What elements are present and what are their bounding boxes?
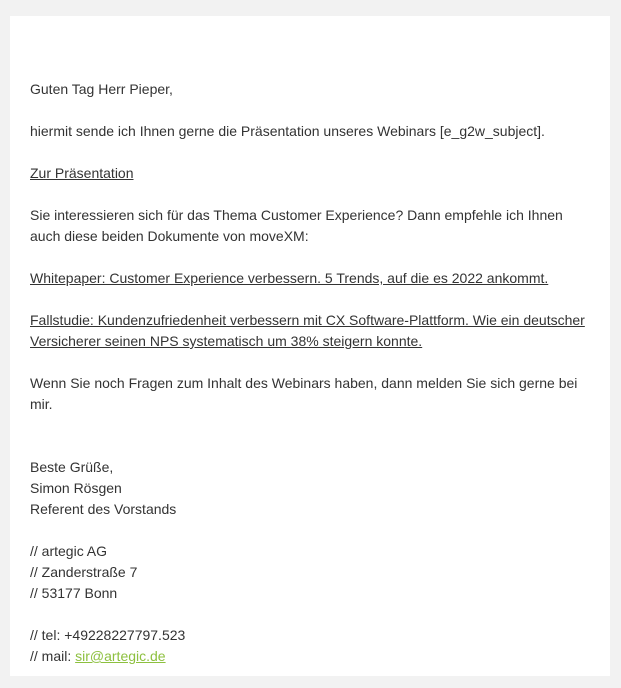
phone-number: // tel: +49228227797.523 [30, 627, 186, 643]
email-body [30, 79, 595, 688]
street-address: // Zanderstraße 7 [30, 564, 138, 580]
mail-label: // mail: [30, 648, 76, 664]
interest-text: Sie interessieren sich für das Thema Customer Experience? Dann empfehle ich Ihnen auch diese beiden Dokumente von moveXM: [30, 207, 563, 244]
questions-text: Wenn Sie noch Fragen zum Inhalt des Webinars haben, dann melden Sie sich gerne bei mir. [30, 375, 578, 412]
spacer [30, 436, 595, 457]
contact-block [30, 625, 595, 667]
closing: Beste Grüße, [30, 459, 114, 475]
whitepaper-link[interactable]: Whitepaper: Customer Experience verbessern. 5 Trends, auf die es 2022 ankommt. [30, 270, 549, 286]
sender-role: Referent des Vorstands [30, 501, 177, 517]
sender-name: Simon Rösgen [30, 480, 122, 496]
presentation-paragraph [30, 163, 595, 184]
signature-block [30, 457, 595, 520]
mail-link[interactable]: sir@artegic.de [75, 648, 166, 664]
whitepaper-paragraph [30, 268, 595, 289]
casestudy-paragraph [30, 310, 595, 352]
email-card [10, 16, 610, 676]
casestudy-link[interactable]: Fallstudie: Kundenzufriedenheit verbessern mit CX Software-Plattform. Wie ein deutscher Versicherer seinen NPS systematisch um 38% steigern konnte. [30, 312, 585, 349]
address-block [30, 541, 595, 604]
presentation-link[interactable]: Zur Präsentation [30, 165, 134, 181]
greeting: Guten Tag Herr Pieper, [30, 81, 173, 97]
city-address: // 53177 Bonn [30, 585, 118, 601]
intro-text: hiermit sende ich Ihnen gerne die Präsentation unseres Webinars [e_g2w_subject]. [30, 123, 545, 139]
company-name: // artegic AG [30, 543, 108, 559]
